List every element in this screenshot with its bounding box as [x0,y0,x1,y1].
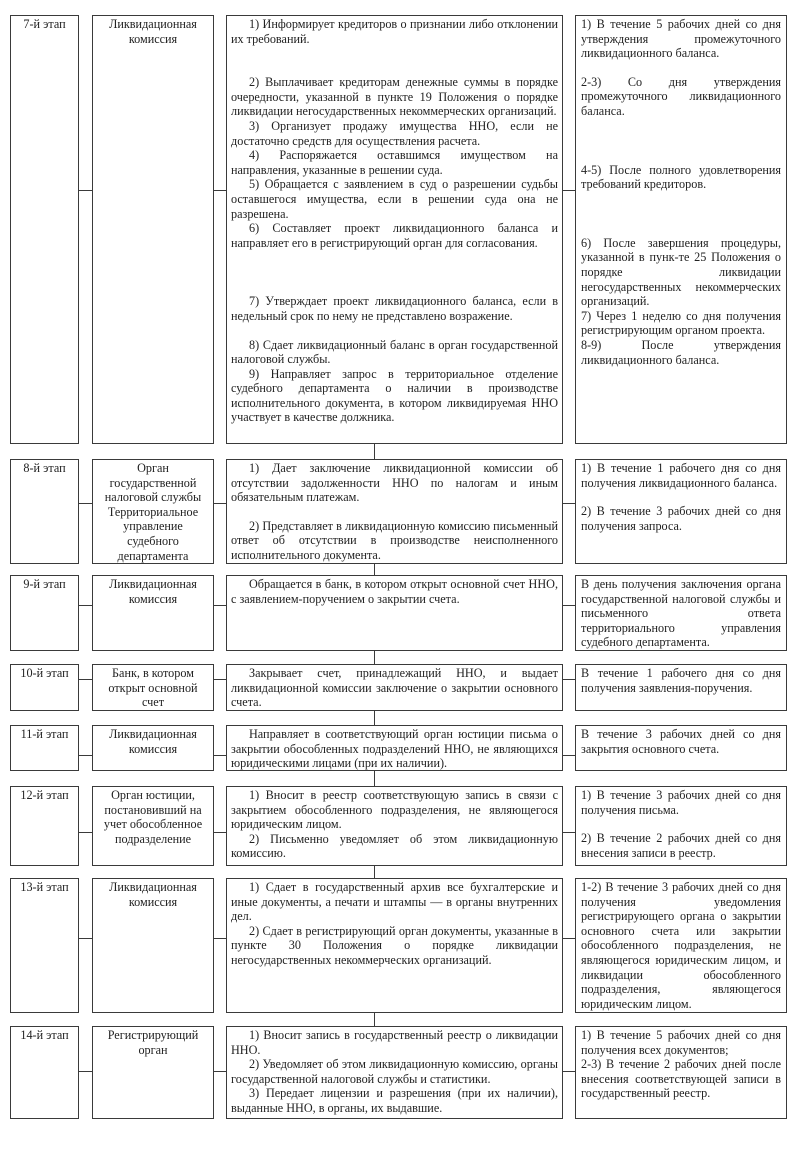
term-item: 4-5) После полного удовлетворения требований кредиторов. [581,162,781,192]
connector-action-term [562,190,575,191]
action-item: 3) Передает лицензии и разрешения (при их наличии), выданные ННО, в органы, их выдавшие. [231,1086,558,1115]
action-item: Обращается в банк, в котором открыт основной счет ННО, с заявлением-поручением о закрытии счета. [231,577,558,606]
actor-label: Ликвидационная комиссия [109,17,197,46]
connector-actor-action [213,679,226,680]
stage-12-terms-box [575,786,787,866]
connector-actor-action [213,605,226,606]
connector-actor-action [213,503,226,504]
term-item: В день получения заключения органа государственной налоговой службы и письменного ответа территориального управления судебного департамента. [581,577,781,650]
connector-stage-actor [79,190,92,191]
term-item: 1) В течение 1 рабочего дня со дня получения ликвидационного баланса. [581,461,781,490]
stage-11-label-box [10,725,79,771]
stage-12-actions-box [226,786,563,866]
flow-arrow-9-10 [374,651,375,664]
action-item: 2) Представляет в ликвидационную комиссию письменный ответ об отсутствии в производстве неисполненного исполнительного документа. [231,518,558,562]
connector-action-term [562,1071,575,1072]
action-item: 4) Распоряжается оставшимся имуществом на направления, указанные в решении суда. [231,148,558,177]
stage-10-terms-box [575,664,787,711]
connector-action-term [562,755,575,756]
actor-label: Ликвидационная комиссия [109,577,197,606]
connector-actor-action [213,832,226,833]
action-item: 8) Сдает ликвидационный баланс в орган государственной налоговой службы. [231,337,558,367]
action-item: 1) Дает заключение ликвидационной комиссии об отсутствии задолженности ННО по налогам и иным обязательным платежам. [231,461,558,505]
stage-label: 12-й этап [20,788,69,802]
term-item: 6) После завершения процедуры, указанной в пунк-те 25 Положения о порядке ликвидации негосударственных некоммерческих организаций. [581,235,781,309]
stage-11-terms-box [575,725,787,771]
actor-label: Банк, в котором открыт основной счет [108,666,198,710]
term-item: В течение 3 рабочих дней со дня закрытия основного счета. [581,727,781,756]
stage-7-label-box [10,15,79,444]
term-item: 1) В течение 3 рабочих дней со дня получения письма. [581,788,781,817]
stage-11-actor-box [92,725,214,771]
action-item: 2) Выплачивает кредиторам денежные суммы в порядке очередности, указанной в пункте 19 Положения о порядке ликвидации негосударственных некоммерческих организаций. [231,75,558,119]
connector-stage-actor [79,605,92,606]
stage-13-terms-box [575,878,787,1013]
actor-label: Орган юстиции, постановивший на учет обособленное подразделение [103,788,203,846]
stage-11-actions-box [226,725,563,771]
stage-label: 8-й этап [23,461,66,475]
flow-arrow-10-11 [374,711,375,725]
action-item: Направляет в соответствующий орган юстиции письма о закрытии обособленных подразделений ННО, не являющихся юридическими лицами (при их наличии). [231,727,558,771]
action-item: 3) Организует продажу имущества ННО, если не достаточно средств для осуществления расчета. [231,118,558,148]
action-item: 1) Вносит запись в государственный реестр о ликвидации ННО. [231,1028,558,1057]
action-item: Закрывает счет, принадлежащий ННО, и выдает ликвидационной комиссии заключение о закрытии основного счета. [231,666,558,710]
connector-action-term [562,832,575,833]
flow-arrow-13-14 [374,1013,375,1026]
stage-14-label-box [10,1026,79,1119]
term-item: 2) В течение 2 рабочих дней со дня внесения записи в реестр. [581,831,781,860]
action-item: 9) Направляет запрос в территориальное отделение судебного департамента о наличии в производстве исполнительного документа, в котором ликвидируемая ННО участвует в качестве должника. [231,366,558,425]
actor-label: Ликвидационная комиссия [109,727,197,756]
stage-label: 10-й этап [20,666,69,680]
stage-14-actor-box [92,1026,214,1119]
stage-13-actor-box [92,878,214,1013]
action-item: 2) Сдает в регистрирующий орган документы, указанные в пункте 30 Положения о порядке ликвидации негосударственных некоммерческих организаций. [231,923,558,967]
connector-actor-action [213,190,226,191]
stage-12-label-box [10,786,79,866]
action-item: 2) Уведомляет об этом ликвидационную комиссию, органы государственной налоговой службы и статистики. [231,1057,558,1086]
connector-stage-actor [79,1071,92,1072]
stage-14-terms-box [575,1026,787,1119]
connector-stage-actor [79,755,92,756]
connector-action-term [562,503,575,504]
connector-actor-action [213,938,226,939]
stage-label: 9-й этап [23,577,66,591]
stage-9-label-box [10,575,79,651]
stage-9-terms-box [575,575,787,651]
actor-label: Орган государственной налоговой службы Территориальное управление судебного департамента [104,461,202,563]
stage-8-actor-box [92,459,214,564]
stage-label: 13-й этап [20,880,69,894]
term-item: 7) Через 1 неделю со дня получения регистрирующим органом проекта. [581,308,781,338]
term-item: 2-3) В течение 2 рабочих дней после внесения соответствующей записи в государственный реестр. [581,1057,781,1101]
connector-stage-actor [79,938,92,939]
actor-label: Регистрирующий орган [107,1028,199,1057]
stage-10-actions-box [226,664,563,711]
action-item: 6) Составляет проект ликвидационного баланса и направляет его в регистрирующий орган для согласования. [231,221,558,250]
term-item: В течение 1 рабочего дня со дня получения заявления-поручения. [581,666,781,695]
action-item: 2) Письменно уведомляет об этом ликвидационную комиссию. [231,831,558,861]
connector-action-term [562,938,575,939]
stage-8-actions-box [226,459,563,564]
stage-10-actor-box [92,664,214,711]
stage-12-actor-box [92,786,214,866]
stage-13-label-box [10,878,79,1013]
connector-stage-actor [79,679,92,680]
flow-arrow-12-13 [374,866,375,878]
action-item: 7) Утверждает проект ликвидационного баланса, если в недельный срок по нему не представлено возражение. [231,294,558,323]
connector-stage-actor [79,503,92,504]
action-item: 1) Информирует кредиторов о признании либо отклонении их требований. [231,17,558,46]
connector-action-term [562,605,575,606]
connector-action-term [562,679,575,680]
stage-7-actions-box [226,15,563,444]
stage-10-label-box [10,664,79,711]
stage-9-actor-box [92,575,214,651]
connector-actor-action [213,1071,226,1072]
stage-13-actions-box [226,878,563,1013]
flow-arrow-8-9 [374,564,375,575]
stage-label: 11-й этап [20,727,69,741]
stage-8-label-box [10,459,79,564]
stage-7-terms-box [575,15,787,444]
stage-label: 14-й этап [20,1028,69,1042]
stage-label: 7-й этап [23,17,66,31]
actor-label: Ликвидационная комиссия [109,880,197,909]
connector-actor-action [213,755,226,756]
flow-arrow-7-8 [374,444,375,459]
flow-arrow-11-12 [374,771,375,786]
term-item: 1) В течение 5 рабочих дней со дня утверждения промежуточного ликвидационного баланса. [581,17,781,61]
connector-stage-actor [79,832,92,833]
stage-7-actor-box [92,15,214,444]
action-item: 1) Вносит в реестр соответствующую запись в связи с закрытием обособленного подразделения, не являющегося юридическим лицом. [231,788,558,832]
stage-8-terms-box [575,459,787,564]
stage-9-actions-box [226,575,563,651]
term-item: 2) В течение 3 рабочих дней со дня получения запроса. [581,504,781,533]
stage-14-actions-box [226,1026,563,1119]
term-item: 1) В течение 5 рабочих дней со дня получения всех документов; [581,1028,781,1057]
action-item: 5) Обращается с заявлением в суд о разрешении судьбы оставшегося имущества, если в решении суда она не разрешена. [231,177,558,221]
action-item: 1) Сдает в государственный архив все бухгалтерские и иные документы, а печати и штампы — в органы внутренних дел. [231,880,558,924]
term-item: 1-2) В течение 3 рабочих дней со дня получения уведомления регистрирующего органа о закрытии основного счета или закрытии обособленного подразделения, не являющегося юридическим лицом, и ликвидации обособленного подразделения, являющегося юридическим лицом. [581,880,781,1011]
term-item: 2-3) Со дня утверждения промежуточного ликвидационного баланса. [581,74,781,118]
term-item: 8-9) После утверждения ликвидационного баланса. [581,337,781,367]
